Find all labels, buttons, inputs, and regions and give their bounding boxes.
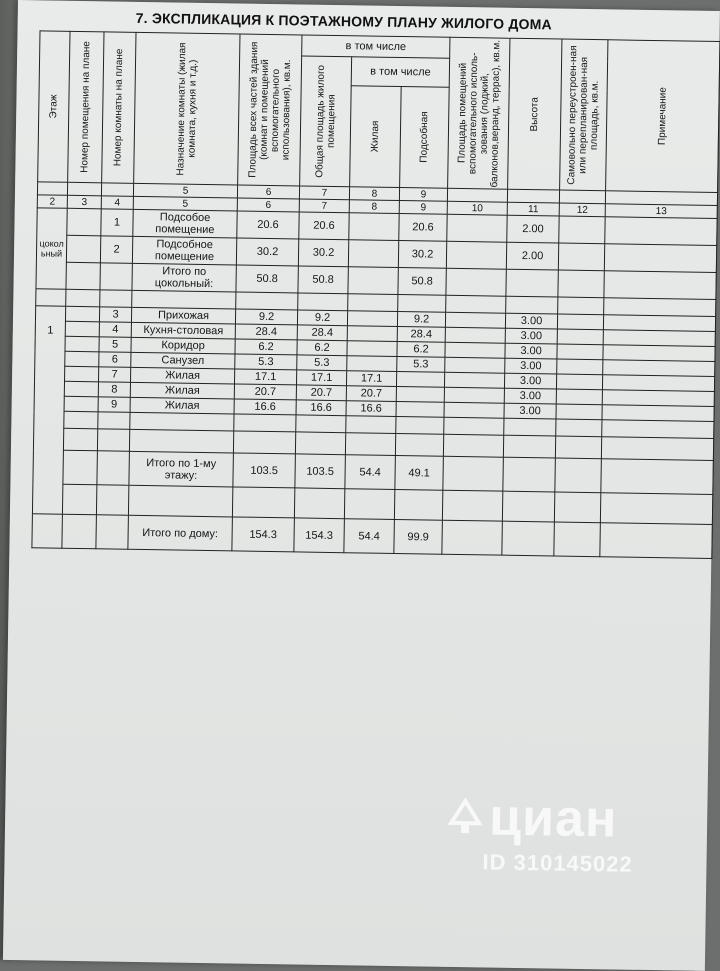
cell-empty (65, 351, 99, 367)
cell-height: 3.00 (505, 343, 557, 359)
cell-room-name: Подсобое помещение (133, 209, 237, 238)
cell-empty (557, 329, 603, 345)
watermark (444, 777, 676, 891)
cell-room-name: Жилая (130, 382, 234, 399)
cell-height: 2.00 (507, 215, 559, 243)
explication-table-wrapper (31, 30, 719, 559)
cell-area-total: 20.7 (296, 385, 346, 401)
cell-empty (445, 327, 505, 343)
num-8: 8 (349, 187, 399, 201)
cell-empty (445, 372, 505, 388)
cell-empty (446, 241, 506, 269)
document-title: 7. ЭКСПЛИКАЦИЯ К ПОЭТАЖНОМУ ПЛАНУ ЖИЛОГО ДОМА (135, 9, 552, 33)
cell-area-total: 20.6 (299, 212, 349, 240)
header-room-no: Номер помещения на плане (68, 31, 104, 183)
cell-room-name: Подсобное помещение (132, 236, 236, 265)
cell-empty (444, 402, 504, 418)
num-blank (67, 182, 101, 196)
house-total-living: 54.4 (344, 519, 395, 554)
cell-room-no: 2 (100, 236, 132, 263)
cell-empty (602, 405, 714, 422)
cell-empty (605, 217, 717, 246)
cell-empty (446, 268, 506, 296)
cell-empty (65, 336, 99, 352)
header-height: Высота (508, 38, 562, 190)
cell-room-no: 9 (98, 397, 130, 413)
cell-empty (65, 366, 99, 382)
num-blank (559, 190, 605, 204)
cell-room-name: Санузел (131, 352, 235, 369)
cell-empty (506, 269, 558, 297)
header-in-total: в том числе (302, 35, 450, 58)
cell-living (347, 341, 397, 357)
cell-empty (66, 235, 100, 263)
cell-empty (600, 523, 713, 559)
cell-area-all: 20.7 (234, 384, 296, 400)
first-floor-total-label: Итого по 1-му этажу: (129, 451, 234, 487)
watermark-brand: циан (488, 788, 618, 849)
cell-area-total: 17.1 (296, 370, 346, 386)
cell-area-total: 9.2 (297, 310, 347, 326)
cell-area-total: 5.3 (297, 355, 347, 371)
cell-room-no: 8 (98, 382, 130, 398)
cell-empty (557, 359, 603, 375)
cell-empty (96, 515, 129, 549)
cell-aux: 6.2 (397, 341, 445, 357)
cell-empty (558, 270, 604, 298)
col-num: 5 (133, 196, 237, 211)
cell-height: 2.00 (506, 242, 558, 270)
cell-empty (604, 271, 716, 300)
first-floor-total-aux: 49.1 (395, 455, 444, 490)
col-num: 7 (299, 199, 349, 213)
cell-empty (502, 521, 555, 556)
cell-empty (65, 306, 99, 322)
cell-living (347, 356, 397, 372)
cell-empty (447, 214, 507, 242)
cell-empty (556, 374, 602, 390)
house-total-area-total: 154.3 (294, 518, 345, 553)
num-blank (37, 182, 67, 195)
cell-room-no: 3 (99, 307, 131, 323)
col-num: 2 (37, 195, 67, 208)
cell-empty (603, 345, 715, 362)
col-num: 12 (559, 203, 605, 217)
cell-room-name: Коридор (131, 337, 235, 354)
cell-room-no: 4 (99, 322, 131, 338)
cell-empty (554, 522, 601, 557)
header-unauthorized: Самовольно переустроен-ная или перепланирован-ная площадь, кв.м. (560, 39, 608, 191)
cell-living (347, 311, 397, 327)
cell-empty (444, 387, 504, 403)
col-num: 13 (605, 204, 717, 219)
cell-living: 16.6 (346, 401, 396, 417)
cell-empty (602, 375, 714, 392)
cell-living (348, 240, 398, 268)
cell-area-all: 30.2 (236, 238, 298, 266)
header-floor: Этаж (38, 31, 70, 182)
first-floor-total-area-total: 103.5 (295, 454, 346, 489)
num-9: 9 (399, 188, 447, 202)
floor-label-1: 1 (32, 306, 65, 514)
num-6: 6 (237, 185, 299, 199)
cell-room-name: Жилая (131, 367, 235, 384)
cell-aux (396, 401, 444, 417)
cell-empty (603, 330, 715, 347)
num-7: 7 (299, 186, 349, 200)
cell-height: 3.00 (505, 313, 557, 329)
cell-empty (445, 312, 505, 328)
cell-empty (603, 315, 715, 332)
num-blank (101, 183, 133, 197)
cell-area-all: 16.6 (234, 399, 296, 415)
cell-empty (65, 321, 99, 337)
cell-room-no: 7 (99, 367, 131, 383)
document-page (3, 0, 720, 971)
cell-height: 3.00 (504, 373, 556, 389)
header-living: Жилая (350, 86, 402, 188)
watermark-id: ID 310145022 (482, 849, 633, 877)
explication-table (31, 30, 720, 559)
cell-room-name: Кухня-столовая (131, 322, 235, 339)
basement-total-aux: 50.8 (398, 268, 446, 296)
cell-empty (62, 514, 97, 549)
col-num: 8 (349, 200, 399, 214)
header-aux: Подсобная (400, 87, 450, 189)
first-floor-total-area-all: 103.5 (233, 453, 296, 488)
cell-empty (443, 456, 504, 491)
cian-logo-icon (445, 797, 486, 838)
cell-empty (602, 390, 714, 407)
header-note: Примечание (606, 40, 720, 193)
cell-area-all: 6.2 (235, 339, 297, 355)
num-5: 5 (133, 183, 237, 198)
cell-empty (445, 357, 505, 373)
cell-aux: 20.6 (399, 214, 447, 242)
cell-aux (396, 386, 444, 402)
col-num: 3 (67, 195, 101, 209)
house-total-area-all: 154.3 (232, 517, 295, 552)
cell-empty (556, 404, 602, 420)
house-total-label: Итого по дому: (128, 515, 233, 551)
cell-living (349, 213, 399, 241)
cell-empty (603, 360, 715, 377)
header-aux-area: Площадь помещений вспомогательного исполь-зования (лоджий, балконов,веранд, террас), кв.м. (448, 37, 510, 189)
cell-empty (442, 520, 503, 555)
cell-height: 3.00 (504, 388, 556, 404)
cell-aux (396, 371, 444, 387)
cell-empty (557, 314, 603, 330)
cell-room-no: 1 (101, 209, 133, 236)
num-blank (447, 188, 507, 202)
cell-area-total: 16.6 (296, 400, 346, 416)
header-area-all: Площадь всех частей здания (комнат и помещений вспомогательного использования), кв.м. (238, 34, 302, 186)
first-floor-total-living: 54.4 (345, 455, 396, 490)
cell-room-name: Прихожая (131, 307, 235, 324)
cell-living: 20.7 (346, 386, 396, 402)
cell-area-all: 17.1 (234, 369, 296, 385)
cell-room-no: 6 (99, 352, 131, 368)
col-num: 9 (399, 201, 447, 215)
cell-living (347, 326, 397, 342)
cell-aux: 30.2 (398, 241, 446, 269)
cell-aux: 9.2 (397, 312, 445, 328)
cell-empty (557, 344, 603, 360)
cell-room-name: Жилая (130, 397, 234, 414)
cell-aux: 28.4 (397, 326, 445, 342)
basement-total-area-all: 50.8 (236, 265, 298, 293)
cell-height: 3.00 (504, 403, 556, 419)
cell-empty (32, 514, 63, 548)
header-area-total: Общая площадь жилого помещения (300, 56, 352, 187)
cell-empty (556, 389, 602, 405)
header-in-total-2: в том числе (351, 57, 449, 88)
basement-total-living (348, 267, 398, 295)
cell-empty (67, 208, 101, 236)
cell-empty (63, 450, 98, 485)
col-num: 4 (101, 196, 133, 210)
col-num: 11 (507, 202, 559, 216)
col-num: 10 (447, 201, 507, 215)
col-num: 6 (237, 198, 299, 212)
num-blank (507, 189, 559, 203)
cell-empty (558, 243, 604, 271)
cell-empty (559, 216, 605, 244)
basement-total-area-total: 50.8 (298, 266, 348, 294)
cell-empty (64, 396, 98, 412)
cell-living: 17.1 (346, 371, 396, 387)
cell-height: 3.00 (505, 328, 557, 344)
header-room-plan-no: Номер комнаты на плане (102, 32, 136, 183)
cell-area-all: 28.4 (235, 324, 297, 340)
cell-area-total: 6.2 (297, 340, 347, 356)
cell-empty (66, 262, 100, 290)
cell-empty (503, 457, 556, 492)
cell-empty (64, 381, 98, 397)
cell-empty (601, 459, 714, 495)
header-purpose: Назначение комнаты (жилая комната, кухня и т.д.) (134, 32, 240, 185)
cell-area-all: 20.6 (237, 211, 299, 239)
cell-empty (604, 244, 716, 273)
cell-area-total: 28.4 (297, 325, 347, 341)
cell-empty (555, 458, 602, 493)
cell-room-no: 5 (99, 337, 131, 353)
cell-area-all: 5.3 (235, 354, 297, 370)
cell-area-total: 30.2 (298, 239, 348, 267)
cell-empty (100, 263, 132, 290)
cell-empty (97, 451, 130, 485)
cell-height: 3.00 (505, 358, 557, 374)
floor-label-basement: цокол ьный (36, 208, 67, 289)
cell-aux: 5.3 (397, 356, 445, 372)
basement-total-label: Итого по цокольный: (132, 263, 236, 292)
house-total-aux: 99.9 (394, 519, 443, 554)
cell-area-all: 9.2 (235, 309, 297, 325)
cell-empty (445, 342, 505, 358)
